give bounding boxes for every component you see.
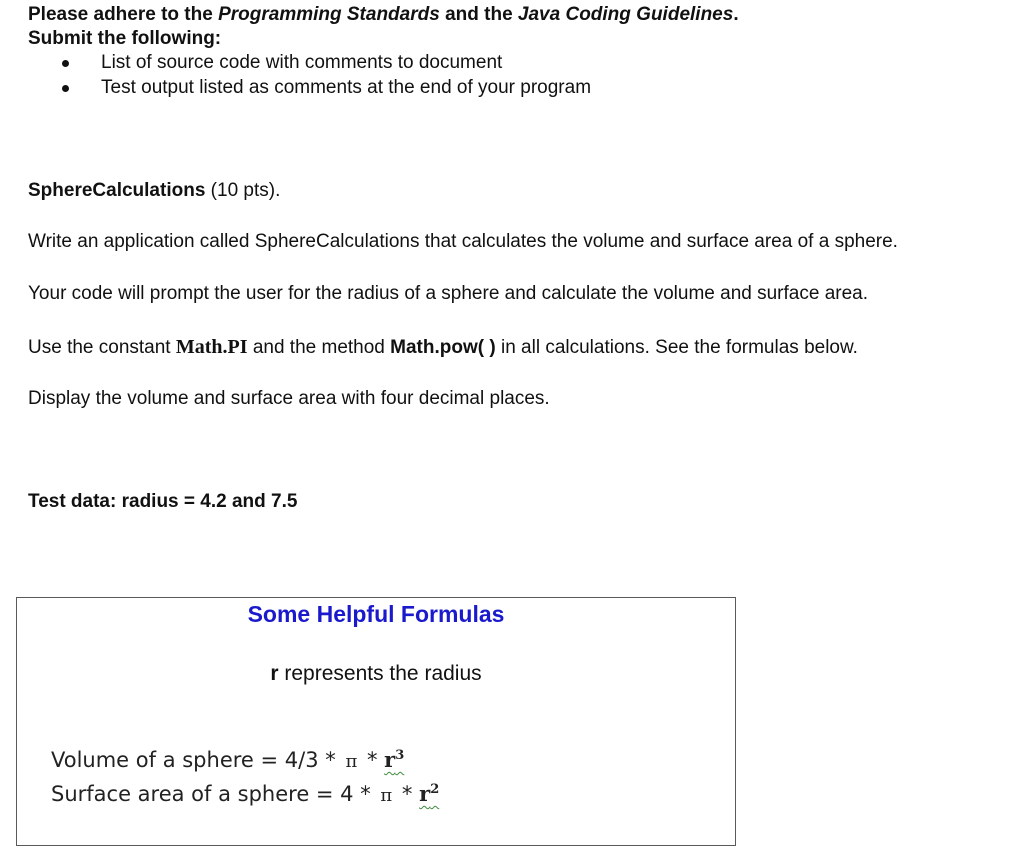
math-pow-method: Math.pow( ) (390, 337, 496, 358)
assignment-name: SphereCalculations (28, 180, 206, 201)
exponent: 2 (430, 782, 440, 797)
standards-text-1: Please adhere to the (28, 4, 219, 25)
radius-note (17, 661, 735, 687)
assignment-title (28, 180, 280, 202)
pi-symbol: π (345, 751, 358, 772)
paragraph-prompt: Your code will prompt the user for the radius of a sphere and calculate the volume and surface area. (28, 283, 869, 304)
surface-formula (51, 777, 439, 809)
bullet-icon (62, 85, 69, 92)
paragraph-display: Display the volume and surface area with four decimal places. (28, 388, 550, 409)
volume-formula (51, 743, 404, 775)
constants-text-2: and the method (247, 337, 391, 358)
constants-text-3: in all calculations. See the formulas below. (495, 337, 858, 358)
standards-text-3: . (733, 4, 739, 25)
standards-text-2: and the (439, 4, 518, 25)
submit-heading: Submit the following: (28, 28, 222, 49)
surface-multiply: * (395, 782, 420, 806)
paragraph-description: Write an application called SphereCalculations that calculates the volume and surface area of a sphere. (28, 231, 898, 252)
formulas-box (16, 597, 736, 846)
test-data: Test data: radius = 4.2 and 7.5 (28, 491, 298, 512)
radius-letter: r (384, 747, 396, 772)
pi-symbol: π (380, 785, 393, 806)
standards-instruction (28, 4, 739, 26)
constants-text-1: Use the constant (28, 337, 176, 358)
paragraph-constants (28, 336, 858, 359)
radius-letter: r (419, 781, 431, 806)
radius-variable (384, 747, 404, 772)
bullet-icon (62, 60, 69, 67)
java-coding-guidelines-text: Java Coding Guidelines (517, 4, 734, 25)
list-item-text: Test output listed as comments at the end of your program (101, 77, 592, 98)
radius-note-text: represents the radius (278, 662, 482, 685)
assignment-points: (10 pts). (205, 180, 281, 201)
volume-label: Volume of a sphere = 4/3 * (51, 748, 343, 772)
radius-variable (419, 781, 439, 806)
surface-label: Surface area of a sphere = 4 * (51, 782, 378, 806)
volume-multiply: * (360, 748, 385, 772)
radius-symbol: r (270, 662, 279, 685)
exponent: 3 (395, 748, 405, 763)
formulas-title: Some Helpful Formulas (247, 601, 505, 627)
math-pi-constant: Math.PI (175, 336, 248, 358)
programming-standards-link-text: Programming Standards (218, 4, 440, 25)
list-item-text: List of source code with comments to document (101, 52, 503, 73)
